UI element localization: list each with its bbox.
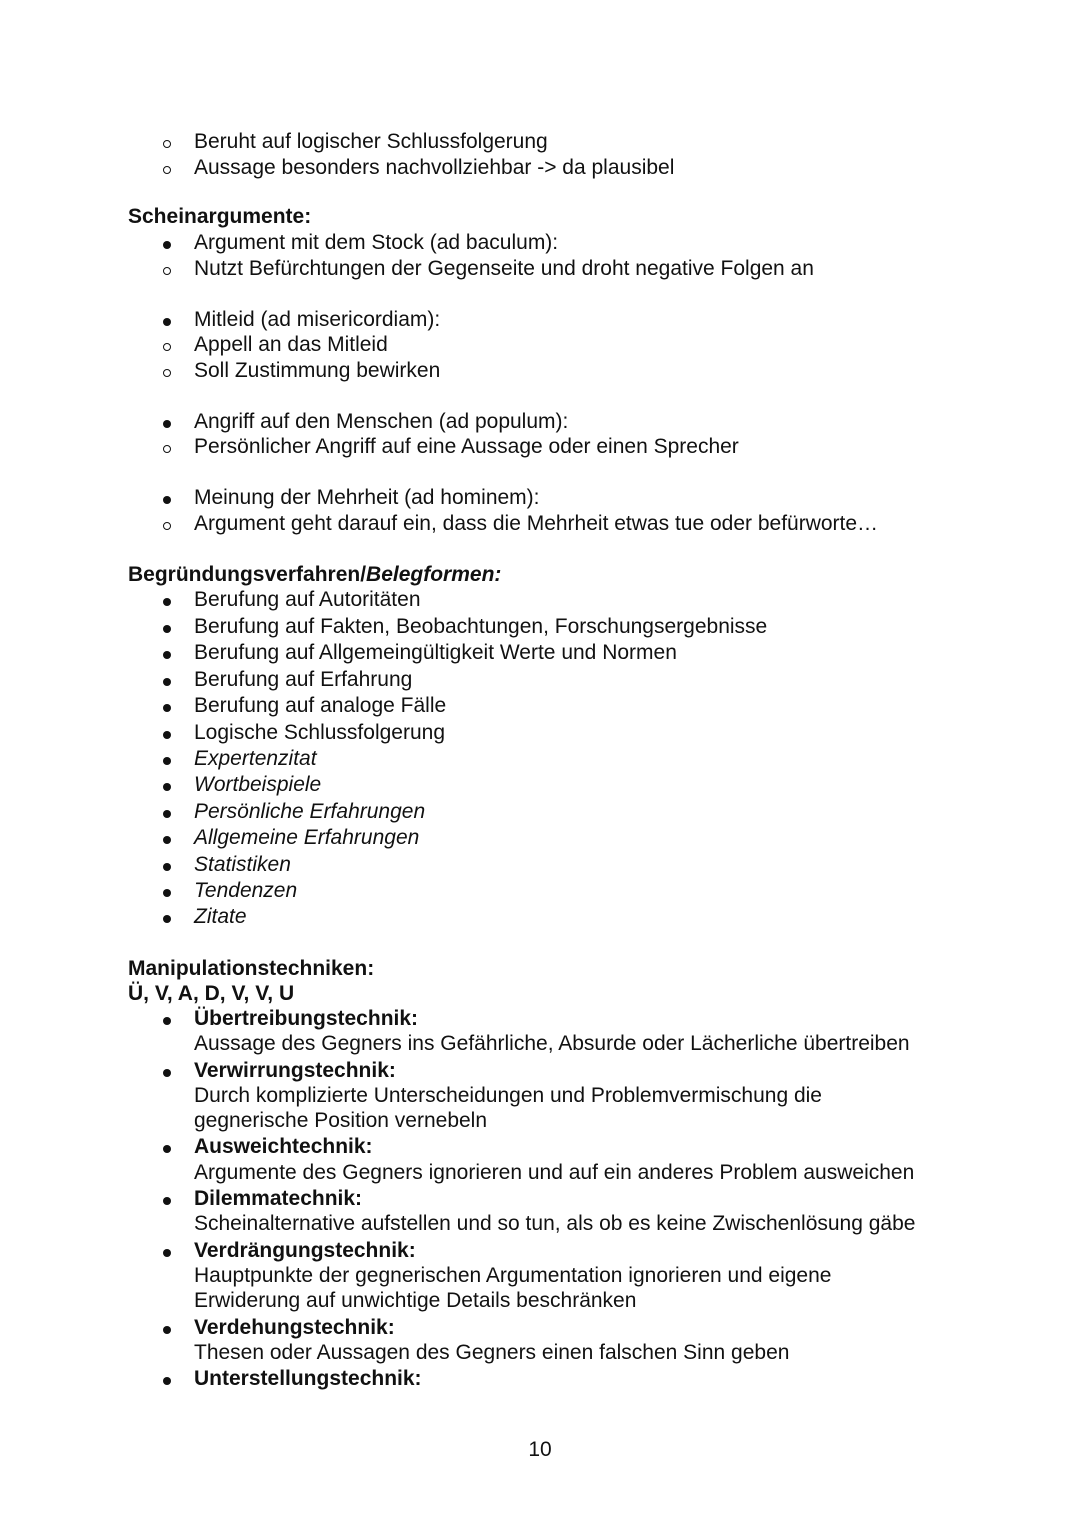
schein-item-sub: Soll Zustimmung bewirken <box>194 359 441 382</box>
bullet-icon <box>160 1238 174 1264</box>
schein-item-title: Argument mit dem Stock (ad baculum): <box>194 231 559 254</box>
intro-item: Aussage besonders nachvollziehbar -> da plausibel <box>194 156 675 179</box>
manip-item-title: Ausweichtechnik: <box>194 1135 373 1158</box>
beleg-italic-item: Zitate <box>194 905 247 928</box>
manip-item-title: Unterstellungstechnik: <box>194 1367 422 1390</box>
bullet-icon <box>160 1315 174 1341</box>
bullet-icon <box>160 825 174 851</box>
beleg-italic-item: Persönliche Erfahrungen <box>194 800 426 823</box>
manip-item-desc: Hauptpunkte der gegnerischen Argumentation ignorieren und eigene <box>194 1264 832 1287</box>
manip-item-desc: Aussage des Gegners ins Gefährliche, Absurde oder Lächerliche übertreiben <box>194 1032 910 1055</box>
bullet-icon <box>160 485 174 511</box>
bullet-icon <box>160 1366 174 1392</box>
beleg-italic-item: Statistiken <box>194 853 291 876</box>
circle-bullet-icon <box>160 256 174 282</box>
schein-item-sub: Persönlicher Angriff auf eine Aussage oder einen Sprecher <box>194 435 739 458</box>
schein-item-title: Mitleid (ad misericordiam): <box>194 308 441 331</box>
beleg-item: Logische Schlussfolgerung <box>194 721 445 744</box>
section-heading-manipulation: Manipulationstechniken: <box>128 957 375 980</box>
beleg-italic-item: Allgemeine Erfahrungen <box>194 826 420 849</box>
bullet-icon <box>160 667 174 693</box>
manip-item-title: Verdehungstechnik: <box>194 1316 395 1339</box>
bullet-icon <box>160 904 174 930</box>
bullet-icon <box>160 746 174 772</box>
section-heading-scheinargumente: Scheinargumente: <box>128 205 312 228</box>
bullet-icon <box>160 587 174 613</box>
manip-item-title: Verdrängungstechnik: <box>194 1239 416 1262</box>
manip-item-title: Verwirrungstechnik: <box>194 1059 396 1082</box>
beleg-item: Berufung auf Fakten, Beobachtungen, Forschungsergebnisse <box>194 615 768 638</box>
manip-item-title: Dilemmatechnik: <box>194 1187 363 1210</box>
schein-item-sub: Appell an das Mitleid <box>194 333 388 356</box>
intro-item: Beruht auf logischer Schlussfolgerung <box>194 130 548 153</box>
manip-item-desc: Argumente des Gegners ignorieren und auf ein anderes Problem ausweichen <box>194 1161 915 1184</box>
circle-bullet-icon <box>160 332 174 358</box>
bullet-icon <box>160 614 174 640</box>
schein-item-sub: Nutzt Befürchtungen der Gegenseite und droht negative Folgen an <box>194 257 814 280</box>
bullet-icon <box>160 307 174 333</box>
mnemonic: Ü, V, A, D, V, V, U <box>128 982 295 1005</box>
bullet-icon <box>160 1186 174 1212</box>
manip-item-desc: Scheinalternative aufstellen und so tun, als ob es keine Zwischenlösung gäbe <box>194 1212 916 1235</box>
schein-item-title: Angriff auf den Menschen (ad populum): <box>194 410 569 433</box>
bullet-icon <box>160 1134 174 1160</box>
bullet-icon <box>160 693 174 719</box>
bullet-icon <box>160 852 174 878</box>
manip-item-desc: Durch komplizierte Unterscheidungen und Problemvermischung die <box>194 1084 822 1107</box>
manip-item-desc: gegnerische Position vernebeln <box>194 1109 488 1132</box>
circle-bullet-icon <box>160 358 174 384</box>
beleg-italic-item: Tendenzen <box>194 879 298 902</box>
bullet-icon <box>160 799 174 825</box>
bullet-icon <box>160 409 174 435</box>
page-number: 10 <box>528 1438 552 1461</box>
beleg-italic-item: Wortbeispiele <box>194 773 322 796</box>
bullet-icon <box>160 230 174 256</box>
beleg-item: Berufung auf Allgemeingültigkeit Werte und Normen <box>194 641 677 664</box>
schein-item-title: Meinung der Mehrheit (ad hominem): <box>194 486 540 509</box>
manip-item-desc: Thesen oder Aussagen des Gegners einen falschen Sinn geben <box>194 1341 790 1364</box>
beleg-item: Berufung auf Autoritäten <box>194 588 421 611</box>
manip-item-title: Übertreibungstechnik: <box>194 1007 419 1030</box>
circle-bullet-icon <box>160 434 174 460</box>
beleg-item: Berufung auf analoge Fälle <box>194 694 447 717</box>
bullet-icon <box>160 640 174 666</box>
bullet-icon <box>160 720 174 746</box>
section-heading-belegformen: Begründungsverfahren/Belegformen: <box>128 563 502 586</box>
bullet-icon <box>160 878 174 904</box>
circle-bullet-icon <box>160 129 174 155</box>
bullet-icon <box>160 1006 174 1032</box>
schein-item-sub: Argument geht darauf ein, dass die Mehrheit etwas tue oder befürworte… <box>194 512 879 535</box>
beleg-italic-item: Expertenzitat <box>194 747 317 770</box>
circle-bullet-icon <box>160 155 174 181</box>
bullet-icon <box>160 772 174 798</box>
manip-item-desc: Erwiderung auf unwichtige Details beschränken <box>194 1289 637 1312</box>
circle-bullet-icon <box>160 511 174 537</box>
beleg-item: Berufung auf Erfahrung <box>194 668 413 691</box>
bullet-icon <box>160 1058 174 1084</box>
